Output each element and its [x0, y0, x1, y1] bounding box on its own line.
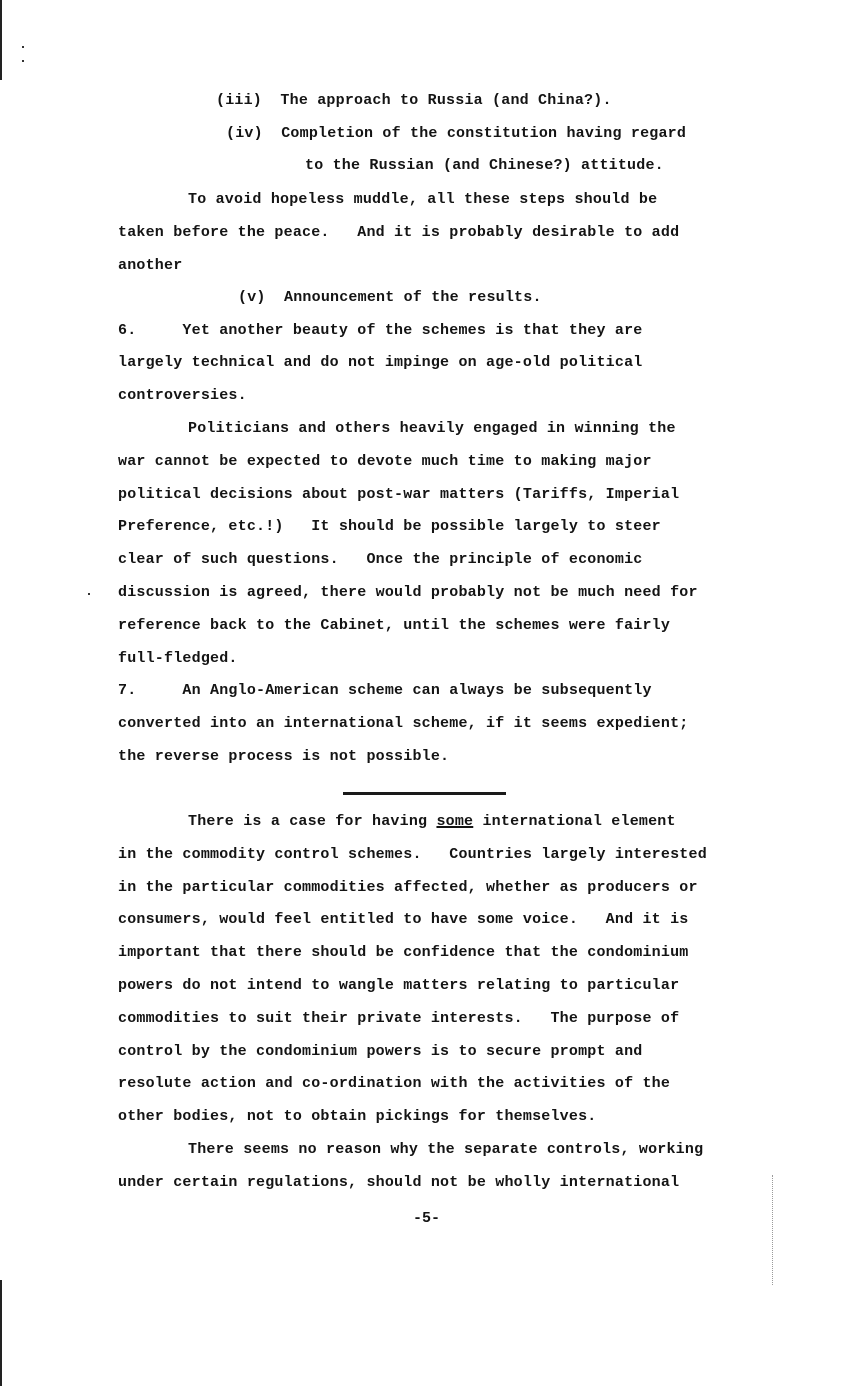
text-line: There seems no reason why the separate controls, working — [188, 1141, 704, 1158]
text-line: another — [118, 257, 183, 274]
text-line: control by the condominium powers is to secure prompt and — [118, 1043, 643, 1060]
text-line: powers do not intend to wangle matters relating to particular — [118, 977, 680, 994]
text-line: discussion is agreed, there would probably not be much need for — [118, 584, 698, 601]
text-line: full-fledged. — [118, 650, 238, 667]
underlined-word: some — [436, 813, 474, 830]
text-line: consumers, would feel entitled to have some voice. And it is — [118, 911, 689, 928]
scan-speck — [22, 46, 24, 48]
text-line: important that there should be confidence that the condominium — [118, 944, 689, 961]
text-line: war cannot be expected to devote much time to making major — [118, 453, 652, 470]
section-divider — [343, 792, 506, 795]
scan-edge-mark — [0, 1280, 2, 1386]
text-line: resolute action and co-ordination with the activities of the — [118, 1075, 671, 1092]
text-line: in the particular commodities affected, whether as producers or — [118, 879, 698, 896]
text-line: under certain regulations, should not be wholly international — [118, 1174, 680, 1191]
text-line: 6. Yet another beauty of the schemes is that they are — [118, 322, 643, 339]
scan-speck — [88, 593, 90, 595]
text-line: To avoid hopeless muddle, all these steps should be — [188, 191, 658, 208]
text-line: the reverse process is not possible. — [118, 748, 450, 765]
text-line: commodities to suit their private interests. The purpose of — [118, 1010, 680, 1027]
page-number: -5- — [413, 1210, 441, 1227]
text-line — [188, 813, 676, 831]
text-span: international element — [473, 813, 676, 830]
text-line: taken before the peace. And it is probably desirable to add — [118, 224, 680, 241]
text-line: (iii) The approach to Russia (and China?). — [216, 92, 612, 109]
text-line: Preference, etc.!) It should be possible largely to steer — [118, 518, 661, 535]
text-line: clear of such questions. Once the principle of economic — [118, 551, 643, 568]
text-span: There is a case for having — [188, 813, 437, 830]
text-line: in the commodity control schemes. Countries largely interested — [118, 846, 707, 863]
text-line: Politicians and others heavily engaged in winning the — [188, 420, 676, 437]
text-line: political decisions about post-war matters (Tariffs, Imperial — [118, 486, 680, 503]
text-line: largely technical and do not impinge on age-old political — [118, 354, 643, 371]
text-line: to the Russian (and Chinese?) attitude. — [305, 157, 664, 174]
scan-speck — [22, 60, 24, 62]
text-line: (v) Announcement of the results. — [238, 289, 542, 306]
scan-dots — [772, 1175, 777, 1285]
text-line: (iv) Completion of the constitution having regard — [226, 125, 687, 142]
text-line: reference back to the Cabinet, until the schemes were fairly — [118, 617, 671, 634]
text-line: converted into an international scheme, if it seems expedient; — [118, 715, 689, 732]
text-line: other bodies, not to obtain pickings for themselves. — [118, 1108, 597, 1125]
scan-edge-mark — [0, 0, 2, 80]
text-line: 7. An Anglo-American scheme can always be subsequently — [118, 682, 652, 699]
text-line: controversies. — [118, 387, 247, 404]
